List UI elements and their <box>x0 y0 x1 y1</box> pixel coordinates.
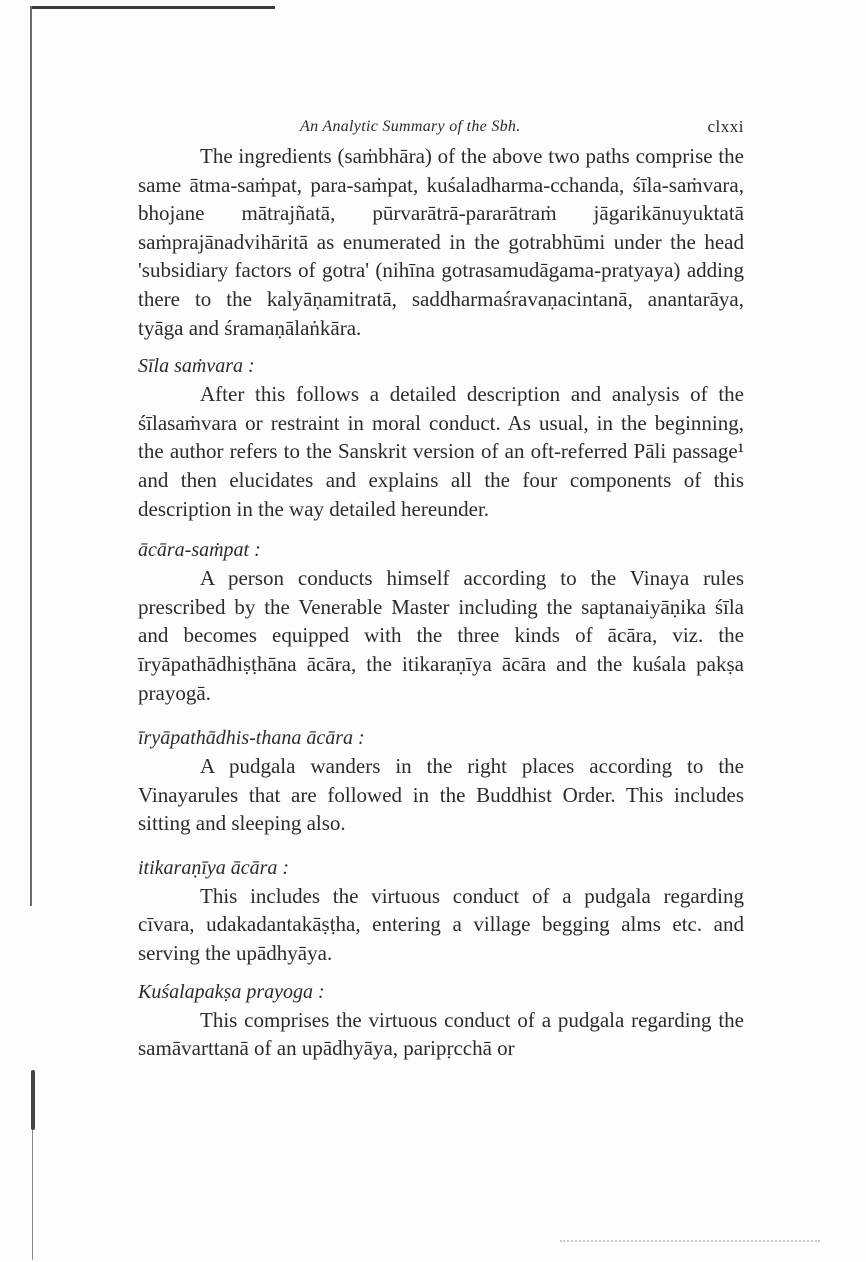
paragraph-kusalapaksa: This comprises the virtuous conduct of a pudgala regarding the samāvarttanā of an upādhyāya, paripṛcchā or <box>138 1007 744 1061</box>
heading-iryapathadhisthana: īryāpathādhis-thana ācāra : <box>138 727 365 750</box>
heading-acara-sampat: ācāra-saṁpat : <box>138 539 261 562</box>
heading-itikaraniya: itikaraṇīya ācāra : <box>138 856 290 879</box>
paragraph-acara-sampat: A person conducts himself according to the Vinaya rules prescribed by the Venerable Master including the saptanaiyāṇika śīla and becomes equipped with the three kinds of ācāra, viz. the īryāpathādhiṣṭhāna ācāra, the itikaraṇīya ācāra and the kuśala pakṣa prayogā. <box>138 566 744 705</box>
heading-sila-samvara: Sīla saṁvara : <box>138 355 255 378</box>
scan-noise <box>560 1240 820 1245</box>
binding-edge-top <box>30 6 275 9</box>
running-header <box>138 112 744 142</box>
paragraph-iryapathadhisthana: A pudgala wanders in the right places according to the Vinayarules that are followed in the Buddhist Order. This includes sitting and sleeping also. <box>138 754 744 836</box>
binding-edge-lower <box>32 1130 33 1260</box>
paragraph-sila-samvara: After this follows a detailed description and analysis of the śīlasaṁvara or restraint in moral conduct. As usual, in the beginning, the author refers to the Sanskrit version of an oft-referred Pāli passage¹ and then elucidates and explains all the four components of this description in the way detailed hereunder. <box>138 382 744 521</box>
heading-kusalapaksa: Kuśalapakṣa prayoga : <box>138 980 325 1003</box>
page-number: clxxi <box>707 117 744 136</box>
paragraph-ingredients: The ingredients (saṁbhāra) of the above two paths comprise the same ātma-saṁpat, para-saṁpat, kuśaladharma-cchanda, śīla-saṁvara, bhojane mātrajñatā, pūrvarātrā-pararātraṁ jāgarikānuyuktatā saṁprajānadvihāritā as enumerated in the gotrabhūmi under the head 'subsidiary factors of gotra' (nihīna gotrasamudāgama-pratyaya) adding there to the kalyāṇamitratā, saddharmaśravaṇacintanā, anantarāya, tyāga and śramaṇālaṅkāra. <box>138 144 744 340</box>
running-title: An Analytic Summary of the Sbh. <box>300 118 521 135</box>
paragraph-itikaraniya: This includes the virtuous conduct of a pudgala regarding cīvara, udakadantakāṣṭha, entering a village begging alms etc. and serving the upādhyāya. <box>138 883 744 966</box>
binding-edge-left <box>30 6 32 906</box>
page-body <box>138 112 744 1063</box>
binding-mark <box>31 1070 35 1130</box>
